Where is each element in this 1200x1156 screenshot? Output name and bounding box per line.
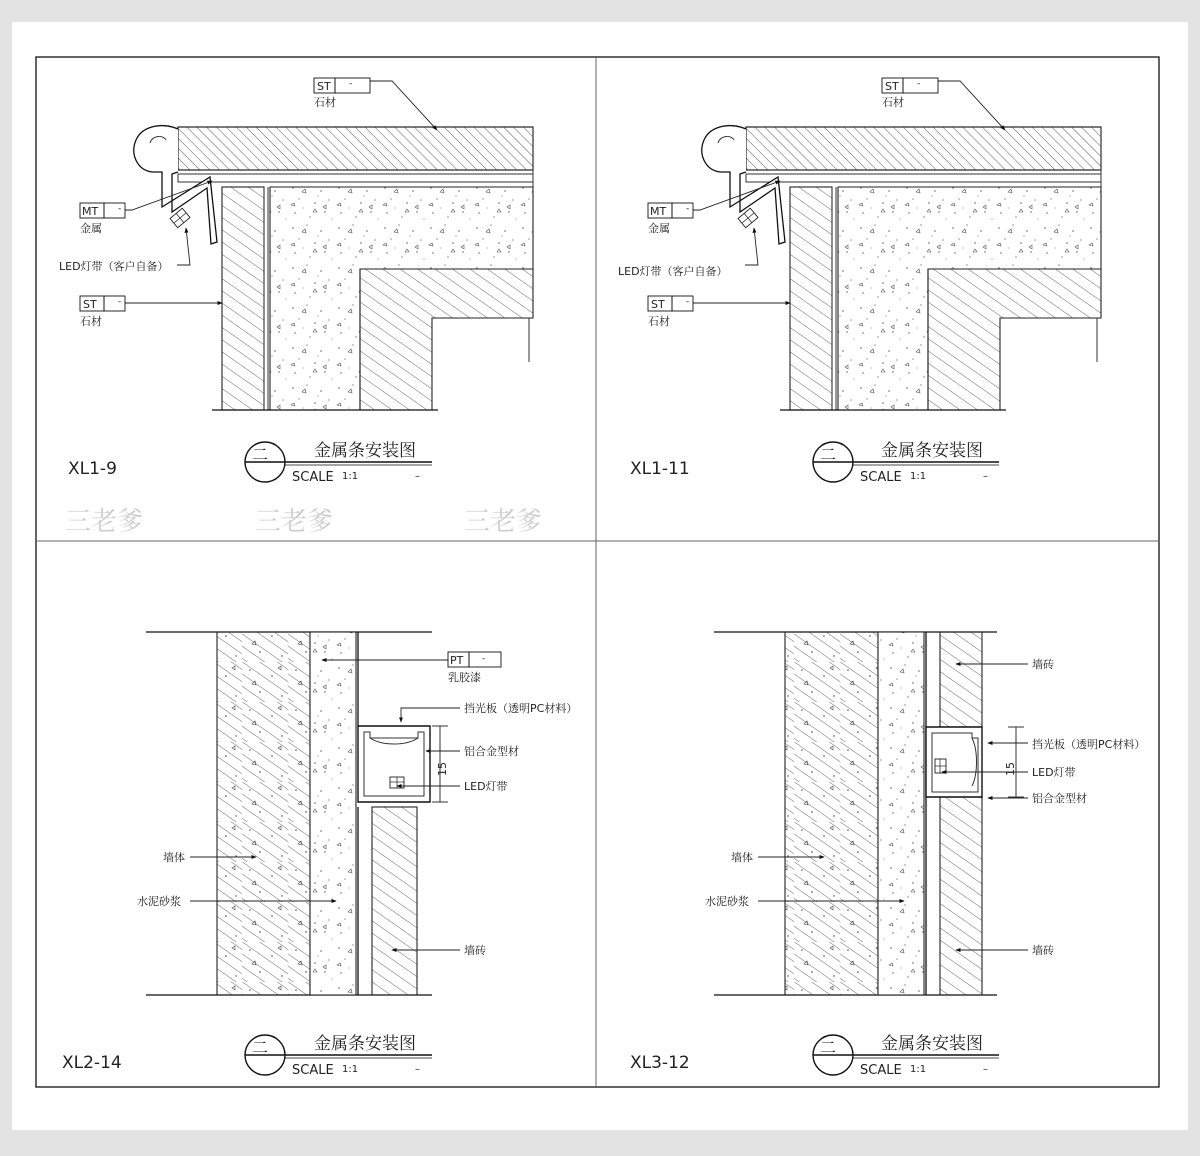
leader-stone-top	[370, 81, 437, 130]
watermark-group	[65, 507, 542, 537]
tag-code: MT	[650, 205, 667, 218]
led-label: LED灯带	[464, 780, 508, 793]
scale-dash: –	[983, 1064, 988, 1075]
watermark-text: 三老爹	[255, 507, 334, 537]
drawing-title: 金属条安装图	[881, 441, 983, 461]
scale-value: 1:1	[910, 471, 927, 482]
watermark-text: 三老爹	[464, 507, 543, 537]
scale-value: 1:1	[342, 471, 359, 482]
scale-value: 1:1	[342, 1064, 359, 1075]
drawing-code: XL1-11	[630, 459, 690, 479]
tag-box	[104, 203, 125, 218]
tag-box	[104, 296, 125, 311]
led-label: LED灯带（客户自备）	[618, 265, 728, 278]
stone-vertical	[790, 187, 832, 410]
drawing-title: 金属条安装图	[881, 1034, 983, 1054]
wall-tile-top	[940, 632, 982, 727]
wall-body	[217, 632, 310, 995]
drawing-sheet	[12, 22, 1188, 1130]
scale-dash: –	[415, 471, 420, 482]
tag-sub: -	[118, 204, 122, 214]
material-label: 石材	[882, 96, 904, 109]
wall-body	[785, 632, 878, 995]
leader-shield	[401, 708, 460, 722]
stone-slab-top	[178, 127, 533, 170]
tag-box	[335, 78, 370, 93]
tag-box	[903, 78, 938, 93]
wall-label: 墙体	[163, 851, 185, 864]
tile-label: 墙砖	[1032, 658, 1054, 671]
wall-tile-bottom	[940, 797, 982, 995]
leader-stone-top	[938, 81, 1005, 130]
material-label: 金属	[80, 222, 102, 235]
section-symbol: 二	[820, 1038, 837, 1057]
title-block-xl3-12	[630, 1034, 999, 1078]
alu-label: 铝合金型材	[1032, 792, 1087, 805]
shield-label: 挡光板（透明PC材料）	[464, 702, 578, 715]
shield-label: 挡光板（透明PC材料）	[1032, 738, 1146, 751]
drawing-canvas	[12, 22, 1188, 1130]
aluminium-channel	[358, 726, 430, 802]
dimension-text: 15	[1004, 762, 1017, 776]
tag-code: ST	[651, 298, 665, 311]
tag-sub: -	[917, 79, 921, 89]
stone-slab-top	[746, 127, 1101, 170]
dimension-text: 15	[436, 762, 449, 776]
drawing-code: XL2-14	[62, 1053, 122, 1073]
tag-code: ST	[83, 298, 97, 311]
masonry-block	[360, 269, 533, 410]
metal-plate	[178, 174, 533, 182]
led-label: LED灯带	[1032, 766, 1076, 779]
panel-xl2-14	[137, 632, 577, 995]
led-label: LED灯带（客户自备）	[59, 260, 169, 273]
mortar-label: 水泥砂浆	[137, 895, 181, 908]
tag-box	[672, 296, 693, 311]
cement-mortar	[310, 632, 356, 995]
title-block-xl1-11	[630, 441, 999, 485]
scale-value: 1:1	[910, 1064, 927, 1075]
panel-xl3-12	[705, 632, 1145, 995]
drawing-code: XL3-12	[630, 1053, 690, 1073]
tag-sub: -	[686, 204, 690, 214]
leader-led	[745, 228, 758, 265]
cement-mortar	[878, 632, 924, 995]
tag-code: PT	[450, 654, 464, 667]
watermark-text: 三老爹	[65, 507, 144, 537]
scale-label: SCALE	[292, 470, 334, 485]
tag-sub: -	[118, 297, 122, 307]
material-label: 石材	[314, 96, 336, 109]
material-label: 石材	[80, 315, 102, 328]
material-label: 石材	[648, 315, 670, 328]
tile-label: 墙砖	[1032, 944, 1054, 957]
drawing-code: XL1-9	[68, 459, 117, 479]
panel-xl1-9	[125, 81, 533, 410]
title-block-xl2-14	[62, 1034, 432, 1078]
section-symbol: 二	[820, 445, 837, 464]
alu-label: 铝合金型材	[464, 745, 519, 758]
tag-sub: -	[349, 79, 353, 89]
title-block-xl1-9	[68, 441, 432, 485]
section-symbol: 二	[252, 445, 269, 464]
tag-sub: -	[686, 297, 690, 307]
wall-label: 墙体	[731, 851, 753, 864]
leader-led	[177, 228, 190, 265]
panel-xl1-11	[693, 81, 1101, 410]
tile-label: 墙砖	[464, 944, 486, 957]
stone-vertical	[222, 187, 264, 410]
material-label: 金属	[648, 222, 670, 235]
tag-code: ST	[885, 80, 899, 93]
scale-dash: –	[415, 1064, 420, 1075]
scale-dash: –	[983, 471, 988, 482]
metal-plate	[746, 174, 1101, 182]
wall-tile	[372, 807, 417, 995]
tag-code: ST	[317, 80, 331, 93]
masonry-block	[928, 269, 1101, 410]
drawing-title: 金属条安装图	[314, 441, 416, 461]
mortar-label: 水泥砂浆	[705, 895, 749, 908]
section-symbol: 二	[252, 1038, 269, 1057]
material-label: 乳胶漆	[448, 671, 481, 684]
scale-label: SCALE	[292, 1063, 334, 1078]
tag-sub: -	[482, 654, 486, 664]
scale-label: SCALE	[860, 470, 902, 485]
drawing-title: 金属条安装图	[314, 1034, 416, 1054]
tag-code: MT	[82, 205, 99, 218]
tag-box	[672, 203, 693, 218]
scale-label: SCALE	[860, 1063, 902, 1078]
